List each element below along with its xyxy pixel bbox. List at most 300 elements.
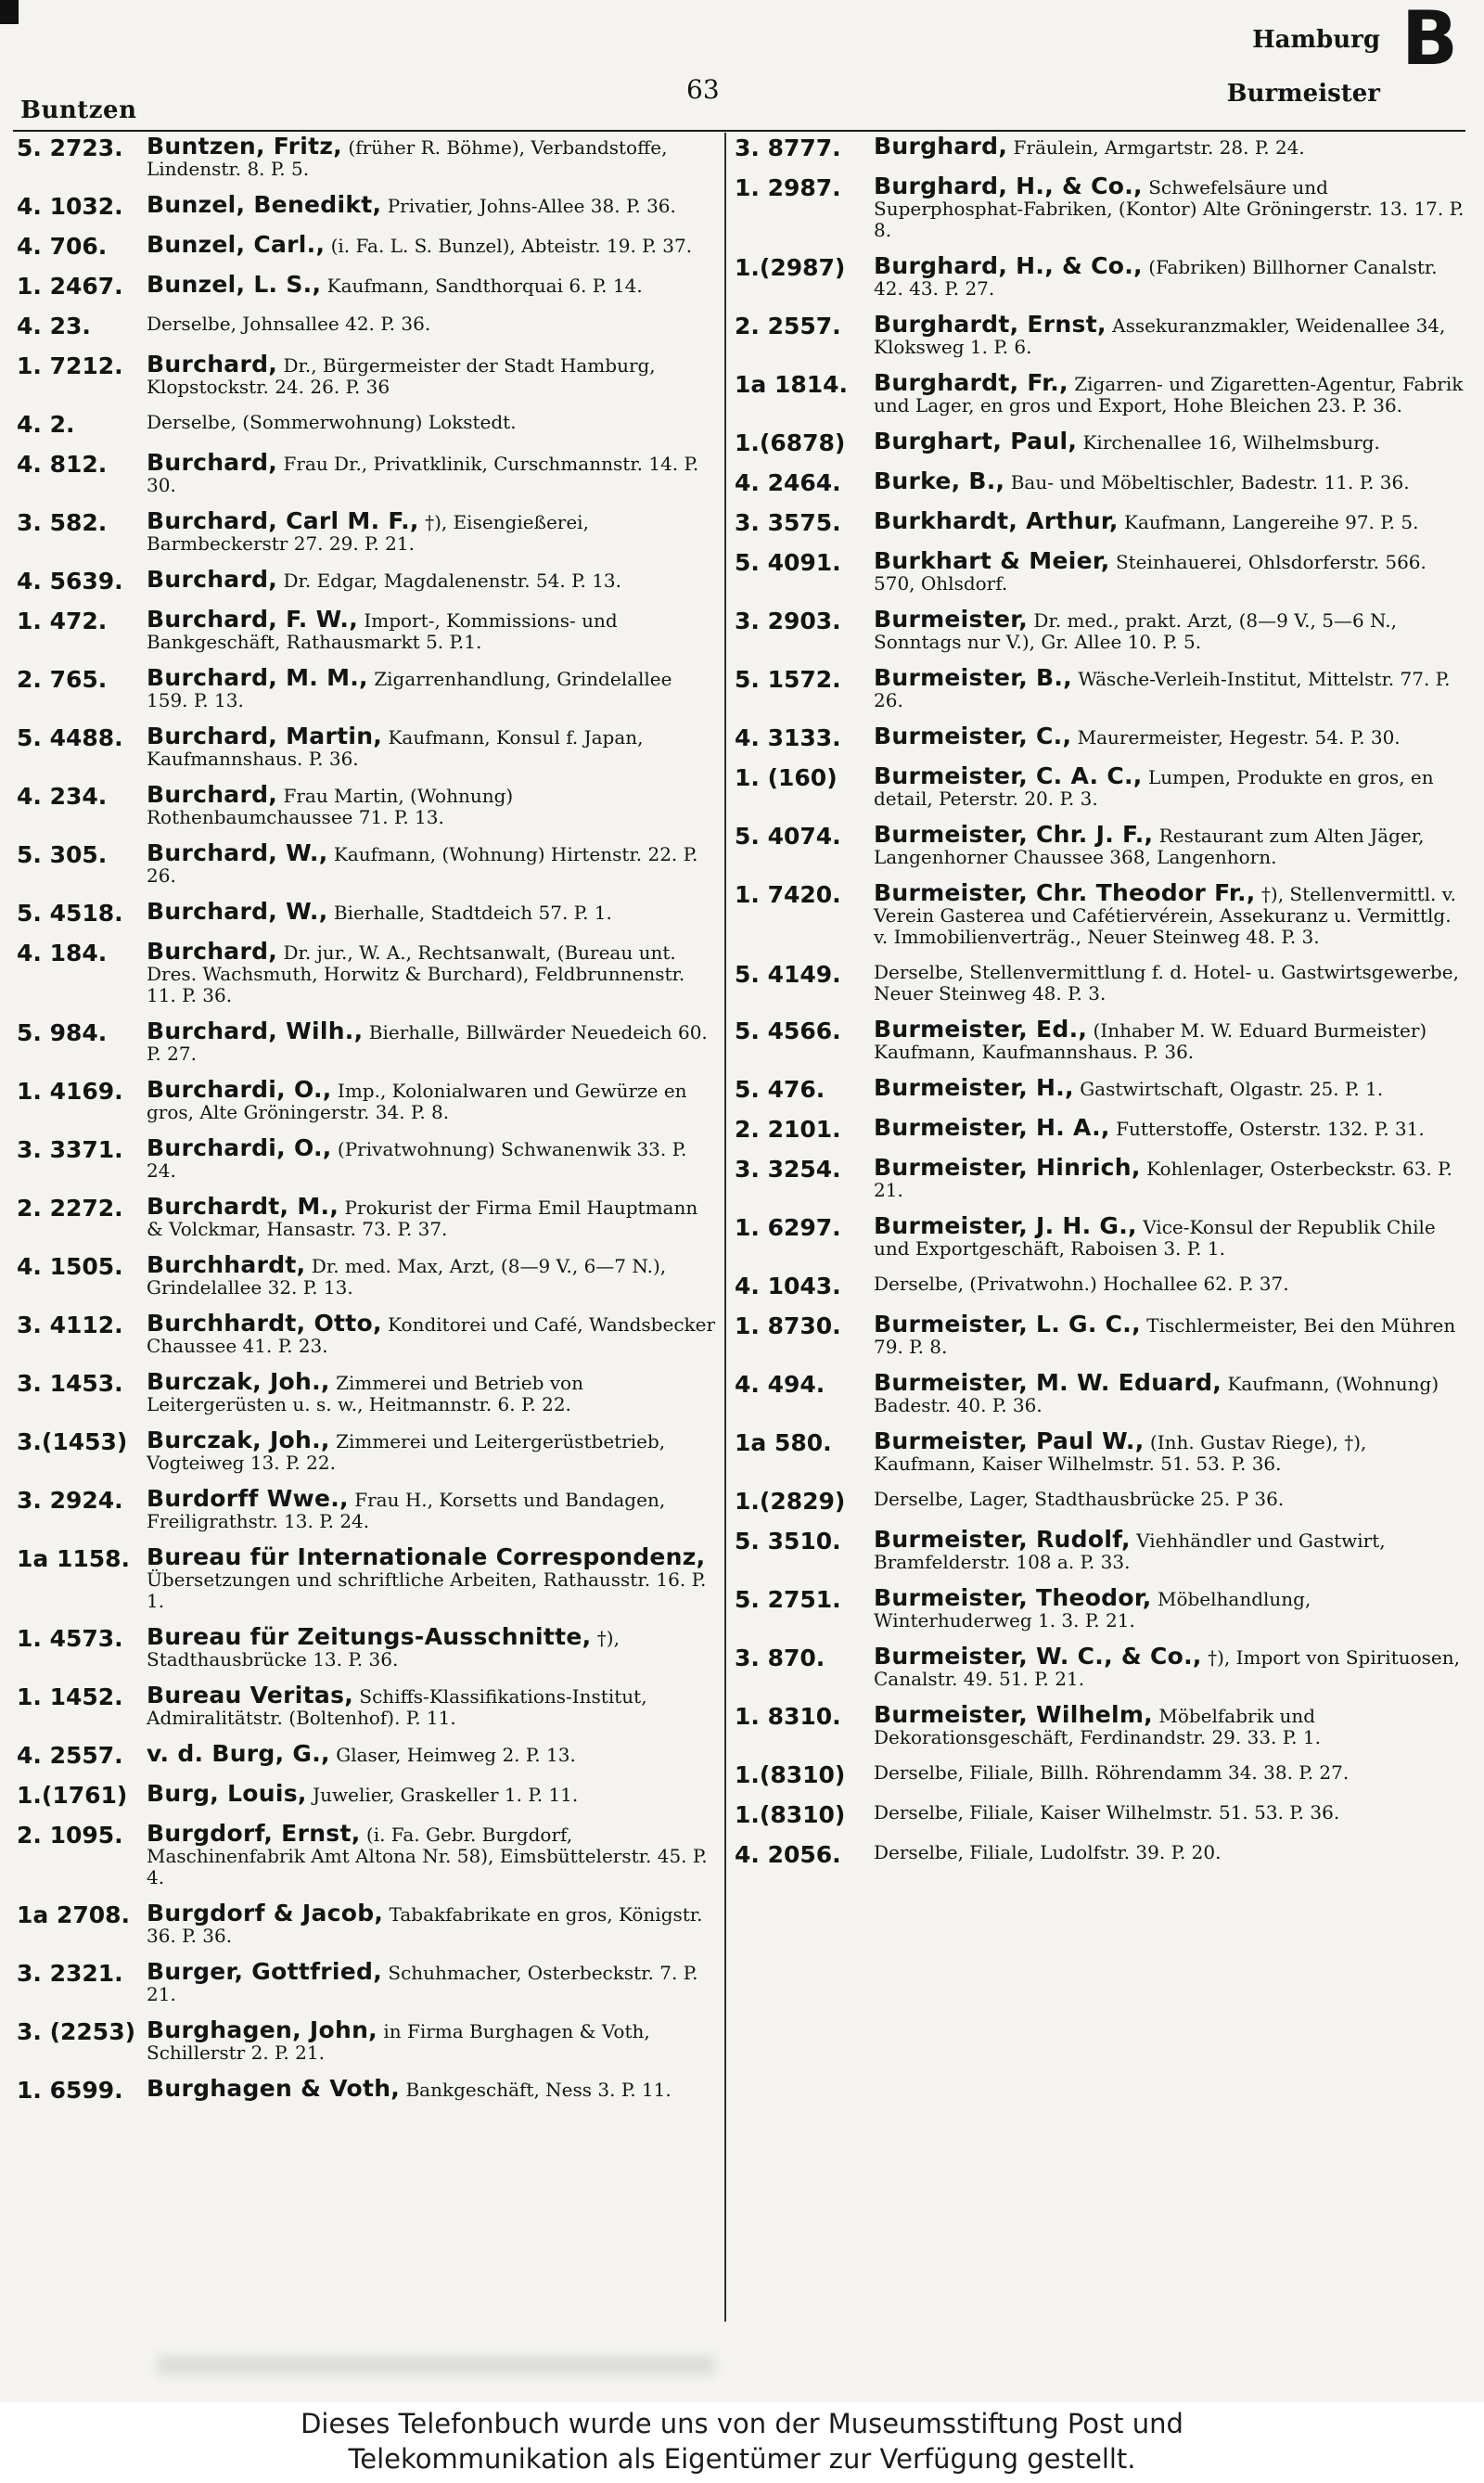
- subscriber-name: Bunzel, Carl.,: [147, 231, 326, 258]
- entry-text: [147, 1684, 718, 1729]
- directory-entry: [735, 762, 1467, 810]
- entry-details: Möbelfabrik und Dekorationsgeschäft, Ferdinandstr. 29. 33. P. 1.: [874, 1705, 1321, 1748]
- phone-number: 1. 6297.: [735, 1214, 841, 1241]
- phone-number: 3. 3575.: [735, 509, 841, 536]
- header-rule: [13, 130, 1465, 132]
- directory-entry: [17, 1251, 718, 1299]
- directory-entry: [735, 1427, 1467, 1475]
- entry-details: †), Stellenvermittl. v. Verein Gasterea und Cafétiervérein, Assekuranz u. Vermittlg. v. Immobilienverträg., Neuer Steinweg 48. P. 3.: [874, 883, 1457, 948]
- directory-entry: [735, 664, 1467, 711]
- phone-number: 5. 2751.: [735, 1586, 841, 1613]
- entry-text: [147, 898, 718, 925]
- phone-number: 1. 472.: [17, 608, 108, 634]
- directory-entry: [17, 1684, 718, 1729]
- phone-number: 2. 2557.: [735, 313, 841, 339]
- subscriber-name: Burmeister,: [874, 606, 1028, 633]
- entry-text: [874, 1762, 1467, 1784]
- column-divider: [724, 133, 726, 2322]
- subscriber-name: Burchard,: [147, 566, 278, 593]
- directory-entry: [735, 1018, 1467, 1063]
- subscriber-name: Burchhardt,: [147, 1251, 306, 1278]
- directory-entry: [17, 781, 718, 828]
- entry-details: Konditorei und Café, Wandsbecker Chaussee 41. P. 23.: [147, 1313, 716, 1357]
- phone-number: 1a 580.: [735, 1429, 832, 1456]
- directory-entry: [735, 252, 1467, 300]
- directory-entry: [735, 1313, 1467, 1358]
- subscriber-name: Burdorff Wwe.,: [147, 1485, 349, 1512]
- subscriber-name: Bunzel, L. S.,: [147, 271, 322, 298]
- directory-entry: [17, 1312, 718, 1357]
- phone-number: 3. 2321.: [17, 1960, 123, 1987]
- directory-entry: [735, 1212, 1467, 1260]
- directory-entry: [735, 1701, 1467, 1748]
- directory-entry: [17, 725, 718, 770]
- entry-text: [874, 762, 1467, 810]
- directory-entry: [735, 1762, 1467, 1788]
- right-column: [735, 135, 1467, 1882]
- phone-number: 3. 2924.: [17, 1487, 123, 1514]
- phone-number: 4. 2.: [17, 411, 75, 438]
- section-letter: B: [1401, 0, 1458, 82]
- directory-entry: [17, 1958, 718, 2005]
- phone-number: 1. 6599.: [17, 2077, 123, 2104]
- entry-text: [147, 938, 718, 1006]
- phone-number: 1a 1158.: [17, 1545, 131, 1572]
- directory-entry: [17, 507, 718, 555]
- directory-entry: [17, 938, 718, 1006]
- phone-number: 1.(2829): [735, 1488, 846, 1515]
- phone-number: 1. 4573.: [17, 1625, 123, 1652]
- directory-entry: [17, 2016, 718, 2064]
- entry-text: [874, 1018, 1467, 1063]
- phone-number: 1.(2987): [735, 254, 846, 281]
- phone-number: 3. 3371.: [17, 1136, 123, 1163]
- right-header: [1227, 13, 1380, 121]
- entry-text: [874, 1154, 1467, 1201]
- directory-entry: [17, 608, 718, 653]
- entry-text: [147, 1193, 718, 1240]
- subscriber-name: Burmeister, C. A. C.,: [874, 762, 1143, 789]
- phone-number: 5. 4074.: [735, 823, 841, 850]
- phone-number: 4. 1032.: [17, 193, 123, 220]
- directory-entry: [735, 369, 1467, 416]
- subscriber-name: Burmeister, B.,: [874, 664, 1072, 691]
- directory-entry: [735, 1526, 1467, 1573]
- left-column: [17, 135, 718, 2118]
- entry-text: [874, 175, 1467, 241]
- right-keyword: Burmeister: [1226, 80, 1380, 108]
- directory-entry: [17, 1193, 718, 1240]
- directory-entry: [17, 1485, 718, 1532]
- directory-entry: [735, 175, 1467, 241]
- entry-text: [874, 1427, 1467, 1475]
- entry-details: †), Eisengießerei, Barmbeckerstr 27. 29. P. 21.: [147, 511, 589, 555]
- entry-text: [147, 353, 718, 398]
- phone-number: 5. 4518.: [17, 900, 123, 927]
- phone-number: 3. (2253): [17, 2018, 136, 2045]
- phone-number: 5. 476.: [735, 1076, 825, 1103]
- entry-text: [874, 1074, 1467, 1101]
- phone-number: 3. 1453.: [17, 1370, 123, 1397]
- directory-entry: [17, 1902, 718, 1947]
- city-name: Hamburg: [1252, 26, 1380, 54]
- phone-number: 3.(1453): [17, 1428, 128, 1455]
- entry-details: Lumpen, Produkte en gros, en detail, Peterstr. 20. P. 3.: [874, 766, 1434, 810]
- phone-number: 3. 3254.: [735, 1156, 841, 1183]
- entry-details: Prokurist der Firma Emil Hauptmann & Volckmar, Hansastr. 73. P. 37.: [147, 1197, 698, 1240]
- entry-details: Derselbe, Lager, Stadthausbrücke 25. P 36.: [874, 1488, 1285, 1510]
- footer-notice: [0, 2402, 1484, 2483]
- directory-entry: [735, 507, 1467, 536]
- phone-number: 5. 3510.: [735, 1528, 841, 1555]
- directory-entry: [17, 353, 718, 398]
- entry-text: [874, 1802, 1467, 1824]
- entry-details: Dr. med. Max, Arzt, (8—9 V., 6—7 N.), Grindelallee 32. P. 13.: [147, 1255, 667, 1299]
- subscriber-name: Burghardt, Fr.,: [874, 369, 1068, 396]
- phone-number: 3. 4112.: [17, 1312, 123, 1338]
- entry-details: (i. Fa. Gebr. Burgdorf, Maschinenfabrik Amt Altona Nr. 58), Eimsbüttelerstr. 45. P. 4.: [147, 1824, 708, 1888]
- entry-text: [147, 1312, 718, 1357]
- entry-text: [874, 1584, 1467, 1632]
- subscriber-name: Burghagen & Voth,: [147, 2075, 401, 2102]
- entry-details: Kohlenlager, Osterbeckstr. 63. P. 21.: [874, 1158, 1452, 1201]
- entry-details: Möbelhandlung, Winterhuderweg 1. 3. P. 21.: [874, 1588, 1311, 1632]
- entry-details: Futterstoffe, Osterstr. 132. P. 31.: [1116, 1118, 1425, 1140]
- subscriber-name: Burmeister, Chr. Theodor Fr.,: [874, 879, 1256, 906]
- phone-number: 3. 582.: [17, 509, 108, 536]
- entry-details: Restaurant zum Alten Jäger, Langenhorner Chaussee 368, Langenhorn.: [874, 825, 1425, 868]
- phone-number: 4. 1043.: [735, 1273, 841, 1299]
- entry-details: in Firma Burghagen & Voth, Schillerstr 2. P. 21.: [147, 2020, 650, 2064]
- subscriber-name: Burmeister, H.,: [874, 1074, 1074, 1101]
- entry-details: Bau- und Möbeltischler, Badestr. 11. P. 36.: [1010, 471, 1410, 493]
- phone-number: 5. 1572.: [735, 666, 841, 693]
- subscriber-name: Bureau Veritas,: [147, 1682, 354, 1709]
- directory-entry: [17, 1134, 718, 1182]
- phone-number: 1.(8310): [735, 1761, 846, 1788]
- scan-smudge: [158, 2356, 714, 2374]
- subscriber-name: Burghagen, John,: [147, 2016, 377, 2043]
- entry-details: Zimmerei und Leitergerüstbetrieb, Vogteiweg 13. P. 22.: [147, 1430, 666, 1474]
- phone-number: 1. 8730.: [735, 1312, 841, 1339]
- subscriber-name: Burger, Gottfried,: [147, 1958, 383, 1985]
- phone-number: 1. 8310.: [735, 1703, 841, 1730]
- phone-number: 2. 2272.: [17, 1195, 123, 1222]
- subscriber-name: Burkhart & Meier,: [874, 547, 1110, 574]
- phone-number: 5. 4091.: [735, 549, 841, 576]
- directory-entry: [735, 1154, 1467, 1201]
- phone-number: 4. 23.: [17, 313, 91, 339]
- directory-entry: [735, 608, 1467, 653]
- entry-text: [874, 252, 1467, 300]
- directory-entry: [17, 1020, 718, 1065]
- directory-entry: [735, 1489, 1467, 1515]
- directory-entry: [735, 1114, 1467, 1143]
- entry-details: Derselbe, Filiale, Ludolfstr. 39. P. 20.: [874, 1841, 1222, 1863]
- phone-number: 5. 305.: [17, 841, 108, 868]
- subscriber-name: Burghard,: [874, 133, 1008, 160]
- entry-details: Zimmerei und Betrieb von Leitergerüsten u. s. w., Heitmannstr. 6. P. 22.: [147, 1372, 583, 1415]
- subscriber-name: Burchard,: [147, 449, 278, 476]
- phone-number: 1.(1761): [17, 1782, 128, 1809]
- phone-number: 5. 4566.: [735, 1018, 841, 1044]
- subscriber-name: Burmeister, Wilhelm,: [874, 1701, 1153, 1728]
- phone-number: 1. 1452.: [17, 1683, 123, 1710]
- directory-entry: [17, 1076, 718, 1123]
- subscriber-name: Burchard, Carl M. F.,: [147, 507, 419, 534]
- subscriber-name: Burchard, W.,: [147, 839, 328, 866]
- entry-text: [874, 821, 1467, 868]
- subscriber-name: Buntzen, Fritz,: [147, 133, 342, 160]
- directory-entry: [17, 449, 718, 496]
- entry-details: Steinhauerei, Ohlsdorferstr. 566. 570, Ohlsdorf.: [874, 551, 1426, 595]
- entry-text: [874, 725, 1467, 749]
- subscriber-name: Burchard,: [147, 781, 278, 808]
- entry-details: Frau Martin, (Wohnung) Rothenbaumchaussee 71. P. 13.: [147, 785, 514, 828]
- entry-text: [147, 449, 718, 496]
- entry-details: Derselbe, Filiale, Billh. Röhrendamm 34. 38. P. 27.: [874, 1761, 1350, 1784]
- entry-details: Kaufmann, Langereihe 97. P. 5.: [1124, 511, 1419, 533]
- entry-text: [147, 412, 718, 433]
- phone-number: 4. 706.: [17, 233, 108, 260]
- entry-text: [874, 369, 1467, 416]
- directory-entry: [17, 1429, 718, 1474]
- phone-number: 5. 2723.: [17, 134, 123, 161]
- entry-details: Viehhändler und Gastwirt, Bramfelderstr. 108 a. P. 33.: [874, 1529, 1386, 1573]
- entry-text: [874, 879, 1467, 948]
- subscriber-name: Burmeister, Theodor,: [874, 1584, 1152, 1611]
- subscriber-name: Burchard, W.,: [147, 898, 328, 925]
- entry-details: Derselbe, (Sommerwohnung) Lokstedt.: [147, 411, 517, 433]
- entry-details: (Inhaber M. W. Eduard Burmeister) Kaufmann, Kaufmannshaus. P. 36.: [874, 1019, 1427, 1063]
- subscriber-name: Burmeister, Hinrich,: [874, 1154, 1141, 1181]
- entry-text: [147, 1780, 718, 1807]
- phone-number: 1. 7420.: [735, 881, 841, 908]
- directory-entry: [735, 1802, 1467, 1828]
- directory-entry: [17, 1820, 718, 1888]
- entry-text: [147, 1368, 718, 1415]
- directory-entry: [735, 1584, 1467, 1632]
- entry-text: [147, 1134, 718, 1182]
- phone-number: 4. 184.: [17, 940, 108, 966]
- directory-entry: [17, 1740, 718, 1769]
- entry-details: Glaser, Heimweg 2. P. 13.: [336, 1744, 576, 1766]
- subscriber-name: Burczak, Joh.,: [147, 1427, 330, 1453]
- entry-text: [874, 1489, 1467, 1510]
- subscriber-name: Burchard, Martin,: [147, 723, 383, 749]
- entry-details: †), Stadthausbrücke 13. P. 36.: [147, 1627, 620, 1670]
- entry-text: [147, 1543, 718, 1612]
- entry-text: [874, 1842, 1467, 1863]
- subscriber-name: Burchard, M. M.,: [147, 664, 368, 691]
- subscriber-name: Burgdorf & Jacob,: [147, 1900, 384, 1926]
- entry-text: [147, 271, 718, 298]
- phone-number: 4. 5639.: [17, 568, 123, 595]
- directory-entry: [17, 898, 718, 927]
- phone-number: 1.(8310): [735, 1801, 846, 1828]
- entry-text: [147, 1251, 718, 1299]
- subscriber-name: Burg, Louis,: [147, 1780, 307, 1807]
- entry-text: [874, 1114, 1467, 1141]
- entry-details: Assekuranzmakler, Weidenallee 34, Kloksweg 1. P. 6.: [874, 314, 1446, 358]
- entry-details: Schuhmacher, Osterbeckstr. 7. P. 21.: [147, 1962, 698, 2005]
- phone-number: 1.(6878): [735, 429, 846, 456]
- subscriber-name: Burchardi, O.,: [147, 1076, 332, 1103]
- directory-entry: [735, 1074, 1467, 1103]
- phone-number: 1. 2467.: [17, 273, 123, 300]
- page-number: 63: [686, 74, 720, 105]
- entry-text: [147, 1485, 718, 1532]
- entry-details: (Privatwohnung) Schwanenwik 33. P. 24.: [147, 1138, 687, 1182]
- entry-details: Privatier, Johns-Allee 38. P. 36.: [387, 195, 676, 217]
- phone-number: 1a 2708.: [17, 1901, 131, 1928]
- directory-entry: [17, 314, 718, 339]
- entry-text: [147, 664, 718, 711]
- entry-text: [874, 608, 1467, 653]
- entry-details: Tabakfabrikate en gros, Königstr. 36. P. 36.: [147, 1903, 703, 1947]
- entry-text: [147, 231, 718, 258]
- entry-text: [147, 608, 718, 653]
- entry-details: Frau Dr., Privatklinik, Curschmannstr. 14. P. 30.: [147, 453, 699, 496]
- entry-text: [147, 839, 718, 887]
- directory-entry: [17, 271, 718, 300]
- subscriber-name: Burmeister, Paul W.,: [874, 1427, 1145, 1454]
- directory-entry: [735, 1842, 1467, 1868]
- directory-entry: [735, 135, 1467, 161]
- entry-details: †), Import von Spirituosen, Canalstr. 49. 51. P. 21.: [874, 1646, 1460, 1690]
- directory-entry: [17, 839, 718, 887]
- phone-number: 1. 7212.: [17, 352, 123, 379]
- directory-entry: [735, 430, 1467, 456]
- phone-number: 4. 3133.: [735, 724, 841, 751]
- entry-text: [147, 2075, 718, 2102]
- entry-details: Kaufmann, (Wohnung) Hirtenstr. 22. P. 26.: [147, 843, 698, 887]
- entry-details: Zigarren- und Zigaretten-Agentur, Fabrik und Lager, en gros und Export, Hohe Bleichen 23. P. 36.: [874, 373, 1464, 416]
- phone-number: 4. 494.: [735, 1371, 825, 1398]
- entry-details: (Inh. Gustav Riege), †), Kaufmann, Kaiser Wilhelmstr. 51. 53. P. 36.: [874, 1431, 1367, 1475]
- entry-details: Gastwirtschaft, Olgastr. 25. P. 1.: [1080, 1078, 1384, 1100]
- phone-number: 3. 2903.: [735, 608, 841, 634]
- subscriber-name: Burmeister, L. G. C.,: [874, 1311, 1141, 1337]
- entry-details: Derselbe, Filiale, Kaiser Wilhelmstr. 51. 53. P. 36.: [874, 1801, 1340, 1824]
- entry-details: Kaufmann, (Wohnung) Badestr. 40. P. 36.: [874, 1373, 1439, 1416]
- directory-entry: [735, 1273, 1467, 1299]
- entry-text: [874, 467, 1467, 494]
- entry-text: [147, 191, 718, 218]
- entry-details: Wäsche-Verleih-Institut, Mittelstr. 77. P. 26.: [874, 668, 1451, 711]
- phone-number: 1. 2987.: [735, 174, 841, 201]
- entry-text: [874, 135, 1467, 159]
- entry-text: [147, 1076, 718, 1123]
- subscriber-name: v. d. Burg, G.,: [147, 1740, 330, 1767]
- entry-details: Kaufmann, Konsul f. Japan, Kaufmannshaus. P. 36.: [147, 726, 644, 770]
- entry-text: [874, 1273, 1467, 1295]
- entry-text: [874, 1313, 1467, 1358]
- subscriber-name: Burchard,: [147, 938, 278, 965]
- entry-text: [147, 566, 718, 593]
- entry-details: Dr., Bürgermeister der Stadt Hamburg, Klopstockstr. 24. 26. P. 36: [147, 354, 656, 398]
- entry-details: Dr. med., prakt. Arzt, (8—9 V., 5—6 N., Sonntags nur V.), Gr. Allee 10. P. 5.: [874, 609, 1397, 653]
- entry-details: Import-, Kommissions- und Bankgeschäft, Rathausmarkt 5. P.1.: [147, 609, 618, 653]
- entry-details: Dr. Edgar, Magdalenenstr. 54. P. 13.: [283, 570, 622, 592]
- entry-details: Derselbe, (Privatwohn.) Hochallee 62. P. 37.: [874, 1273, 1289, 1295]
- entry-text: [874, 1369, 1467, 1416]
- phone-number: 4. 234.: [17, 783, 108, 810]
- subscriber-name: Burchardt, M.,: [147, 1193, 339, 1220]
- entry-details: Kirchenallee 16, Wilhelmsburg.: [1082, 431, 1380, 454]
- entry-details: Schiffs-Klassifikations-Institut, Admiralitätstr. (Boltenhof). P. 11.: [147, 1685, 647, 1729]
- phone-number: 5. 984.: [17, 1019, 108, 1046]
- entry-details: Kaufmann, Sandthorquai 6. P. 14.: [326, 275, 643, 297]
- phone-number: 4. 1505.: [17, 1253, 123, 1280]
- entry-text: [874, 1645, 1467, 1690]
- subscriber-name: Burmeister, W. C., & Co.,: [874, 1643, 1202, 1670]
- entry-text: [147, 1623, 718, 1670]
- entry-details: Bierhalle, Stadtdeich 57. P. 1.: [333, 902, 612, 924]
- entry-details: Schwefelsäure und Superphosphat-Fabriken, (Kontor) Alte Gröningerstr. 13. 17. P. 8.: [874, 176, 1465, 241]
- entry-details: (Fabriken) Billhorner Canalstr. 42. 43. P. 27.: [874, 256, 1438, 300]
- directory-entry: [17, 135, 718, 180]
- entry-details: Fräulein, Armgartstr. 28. P. 24.: [1013, 136, 1305, 159]
- entry-details: Bierhalle, Billwärder Neuedeich 60. P. 27.: [147, 1021, 708, 1065]
- subscriber-name: Burkhardt, Arthur,: [874, 507, 1119, 534]
- entry-details: Maurermeister, Hegestr. 54. P. 30.: [1077, 726, 1401, 749]
- entry-text: [874, 962, 1467, 1005]
- subscriber-name: Burmeister, H. A.,: [874, 1114, 1110, 1141]
- page-header: [0, 0, 1484, 139]
- directory-entry: [17, 2075, 718, 2104]
- entry-text: [874, 1701, 1467, 1748]
- entry-text: [874, 1526, 1467, 1573]
- entry-details: Zigarrenhandlung, Grindelallee 159. P. 13.: [147, 668, 672, 711]
- directory-entry: [735, 962, 1467, 1005]
- directory-entry: [17, 1780, 718, 1809]
- subscriber-name: Burghardt, Ernst,: [874, 311, 1107, 338]
- entry-details: Vice-Konsul der Republik Chile und Exportgeschäft, Raboisen 3. P. 1.: [874, 1216, 1436, 1260]
- directory-entry: [17, 664, 718, 711]
- entry-text: [147, 1740, 718, 1767]
- directory-entry: [17, 1368, 718, 1415]
- subscriber-name: Burchard,: [147, 351, 278, 378]
- phone-number: 3. 870.: [735, 1645, 825, 1671]
- subscriber-name: Burghart, Paul,: [874, 428, 1078, 454]
- directory-entry: [17, 1623, 718, 1670]
- entry-text: [874, 311, 1467, 358]
- subscriber-name: Burchard, F. W.,: [147, 606, 359, 633]
- entry-text: [147, 1820, 718, 1888]
- subscriber-name: Bureau für Internationale Correspondenz,: [147, 1543, 706, 1570]
- entry-text: [147, 1020, 718, 1065]
- subscriber-name: Burgdorf, Ernst,: [147, 1820, 361, 1847]
- subscriber-name: Burchard, Wilh.,: [147, 1018, 364, 1044]
- phone-number: 1. 4169.: [17, 1078, 123, 1105]
- directory-entry: [735, 1645, 1467, 1690]
- entry-details: Derselbe, Stellenvermittlung f. d. Hotel- u. Gastwirtsgewerbe, Neuer Steinweg 48. P. 3.: [874, 961, 1459, 1005]
- entry-text: [147, 507, 718, 555]
- entry-details: Derselbe, Johnsallee 42. P. 36.: [147, 313, 431, 335]
- directory-entry: [735, 821, 1467, 868]
- footer-line-1: Dieses Telefonbuch wurde uns von der Museumsstiftung Post und: [301, 2408, 1183, 2439]
- phone-number: 4. 2056.: [735, 1841, 841, 1868]
- phone-number: 2. 1095.: [17, 1822, 123, 1849]
- entry-details: Frau H., Korsetts und Bandagen, Freiligrathstr. 13. P. 24.: [147, 1489, 666, 1532]
- phone-number: 5. 4488.: [17, 724, 123, 751]
- entry-details: (i. Fa. L. S. Bunzel), Abteistr. 19. P. 37.: [330, 235, 693, 257]
- subscriber-name: Burghard, H., & Co.,: [874, 252, 1143, 279]
- subscriber-name: Burmeister, Rudolf,: [874, 1526, 1131, 1553]
- subscriber-name: Burmeister, Chr. J. F.,: [874, 821, 1154, 848]
- directory-entry: [17, 566, 718, 595]
